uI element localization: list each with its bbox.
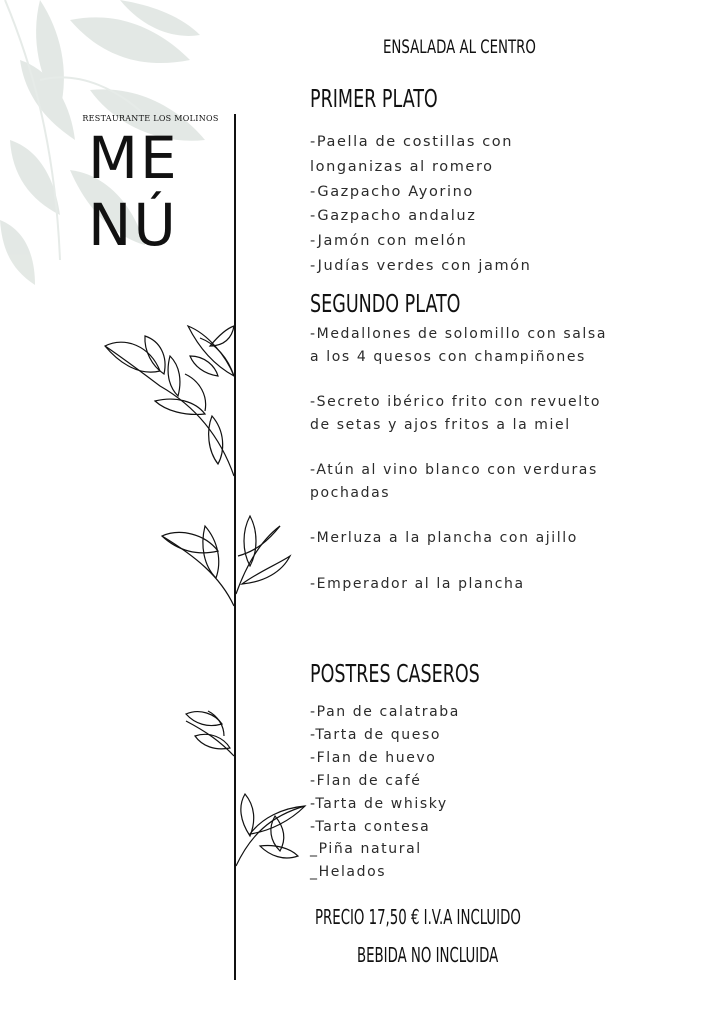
list-item: -Tarta contesa: [310, 818, 431, 835]
primer-plato-heading: PRIMER PLATO: [310, 84, 438, 113]
list-item: [310, 323, 607, 368]
postres-heading: POSTRES CASEROS: [310, 659, 480, 688]
list-item-line: -Secreto ibérico frito con revuelto: [310, 394, 602, 410]
list-item: -Flan de café: [310, 772, 422, 789]
segundo-plato-heading: SEGUNDO PLATO: [310, 289, 461, 318]
list-item: -Paella de costillas con: [310, 134, 514, 150]
list-item-line: -Emperador al la plancha: [310, 575, 525, 592]
list-item-line: a los 4 quesos con champiñones: [310, 348, 586, 365]
postres-list: [310, 701, 460, 884]
list-item: -Flan de huevo: [310, 749, 437, 766]
segundo-plato-list: [310, 323, 607, 618]
list-item: -Gazpacho andaluz: [310, 208, 477, 225]
price-text: PRECIO 17,50 € I.V.A INCLUIDO: [315, 905, 521, 929]
list-item: _Helados: [310, 864, 387, 881]
menu-title-line1: ME: [88, 124, 179, 192]
menu-title-line2: NÚ: [88, 191, 178, 259]
list-item-line: -Atún al vino blanco con verduras: [310, 462, 598, 478]
list-item: -Pan de calatraba: [310, 704, 460, 720]
list-item: -Tarta de whisky: [310, 795, 448, 812]
list-item-line: pochadas: [310, 484, 391, 501]
list-item: [310, 573, 607, 596]
leaf-vine-icon: [100, 316, 320, 876]
list-item-line: de setas y ajos fritos a la miel: [310, 416, 571, 433]
list-item: [310, 459, 607, 504]
drink-notice: BEBIDA NO INCLUIDA: [357, 943, 499, 967]
primer-plato-list: [310, 130, 531, 279]
list-item-line: -Merluza a la plancha con ajillo: [310, 530, 578, 546]
list-item: -Jamón con melón: [310, 233, 468, 250]
list-item: longanizas al romero: [310, 158, 494, 175]
list-item: -Gazpacho Ayorino: [310, 183, 474, 200]
list-item: -Judías verdes con jamón: [310, 257, 532, 274]
list-item: [310, 391, 607, 436]
list-item: _Piña natural: [310, 841, 422, 858]
restaurant-name: RESTAURANTE LOS MOLINOS: [82, 114, 219, 123]
list-item-line: -Medallones de solomillo con salsa: [310, 326, 607, 342]
ensalada-heading: ENSALADA AL CENTRO: [383, 36, 536, 58]
list-item: -Tarta de queso: [310, 726, 442, 743]
list-item: [310, 527, 607, 550]
